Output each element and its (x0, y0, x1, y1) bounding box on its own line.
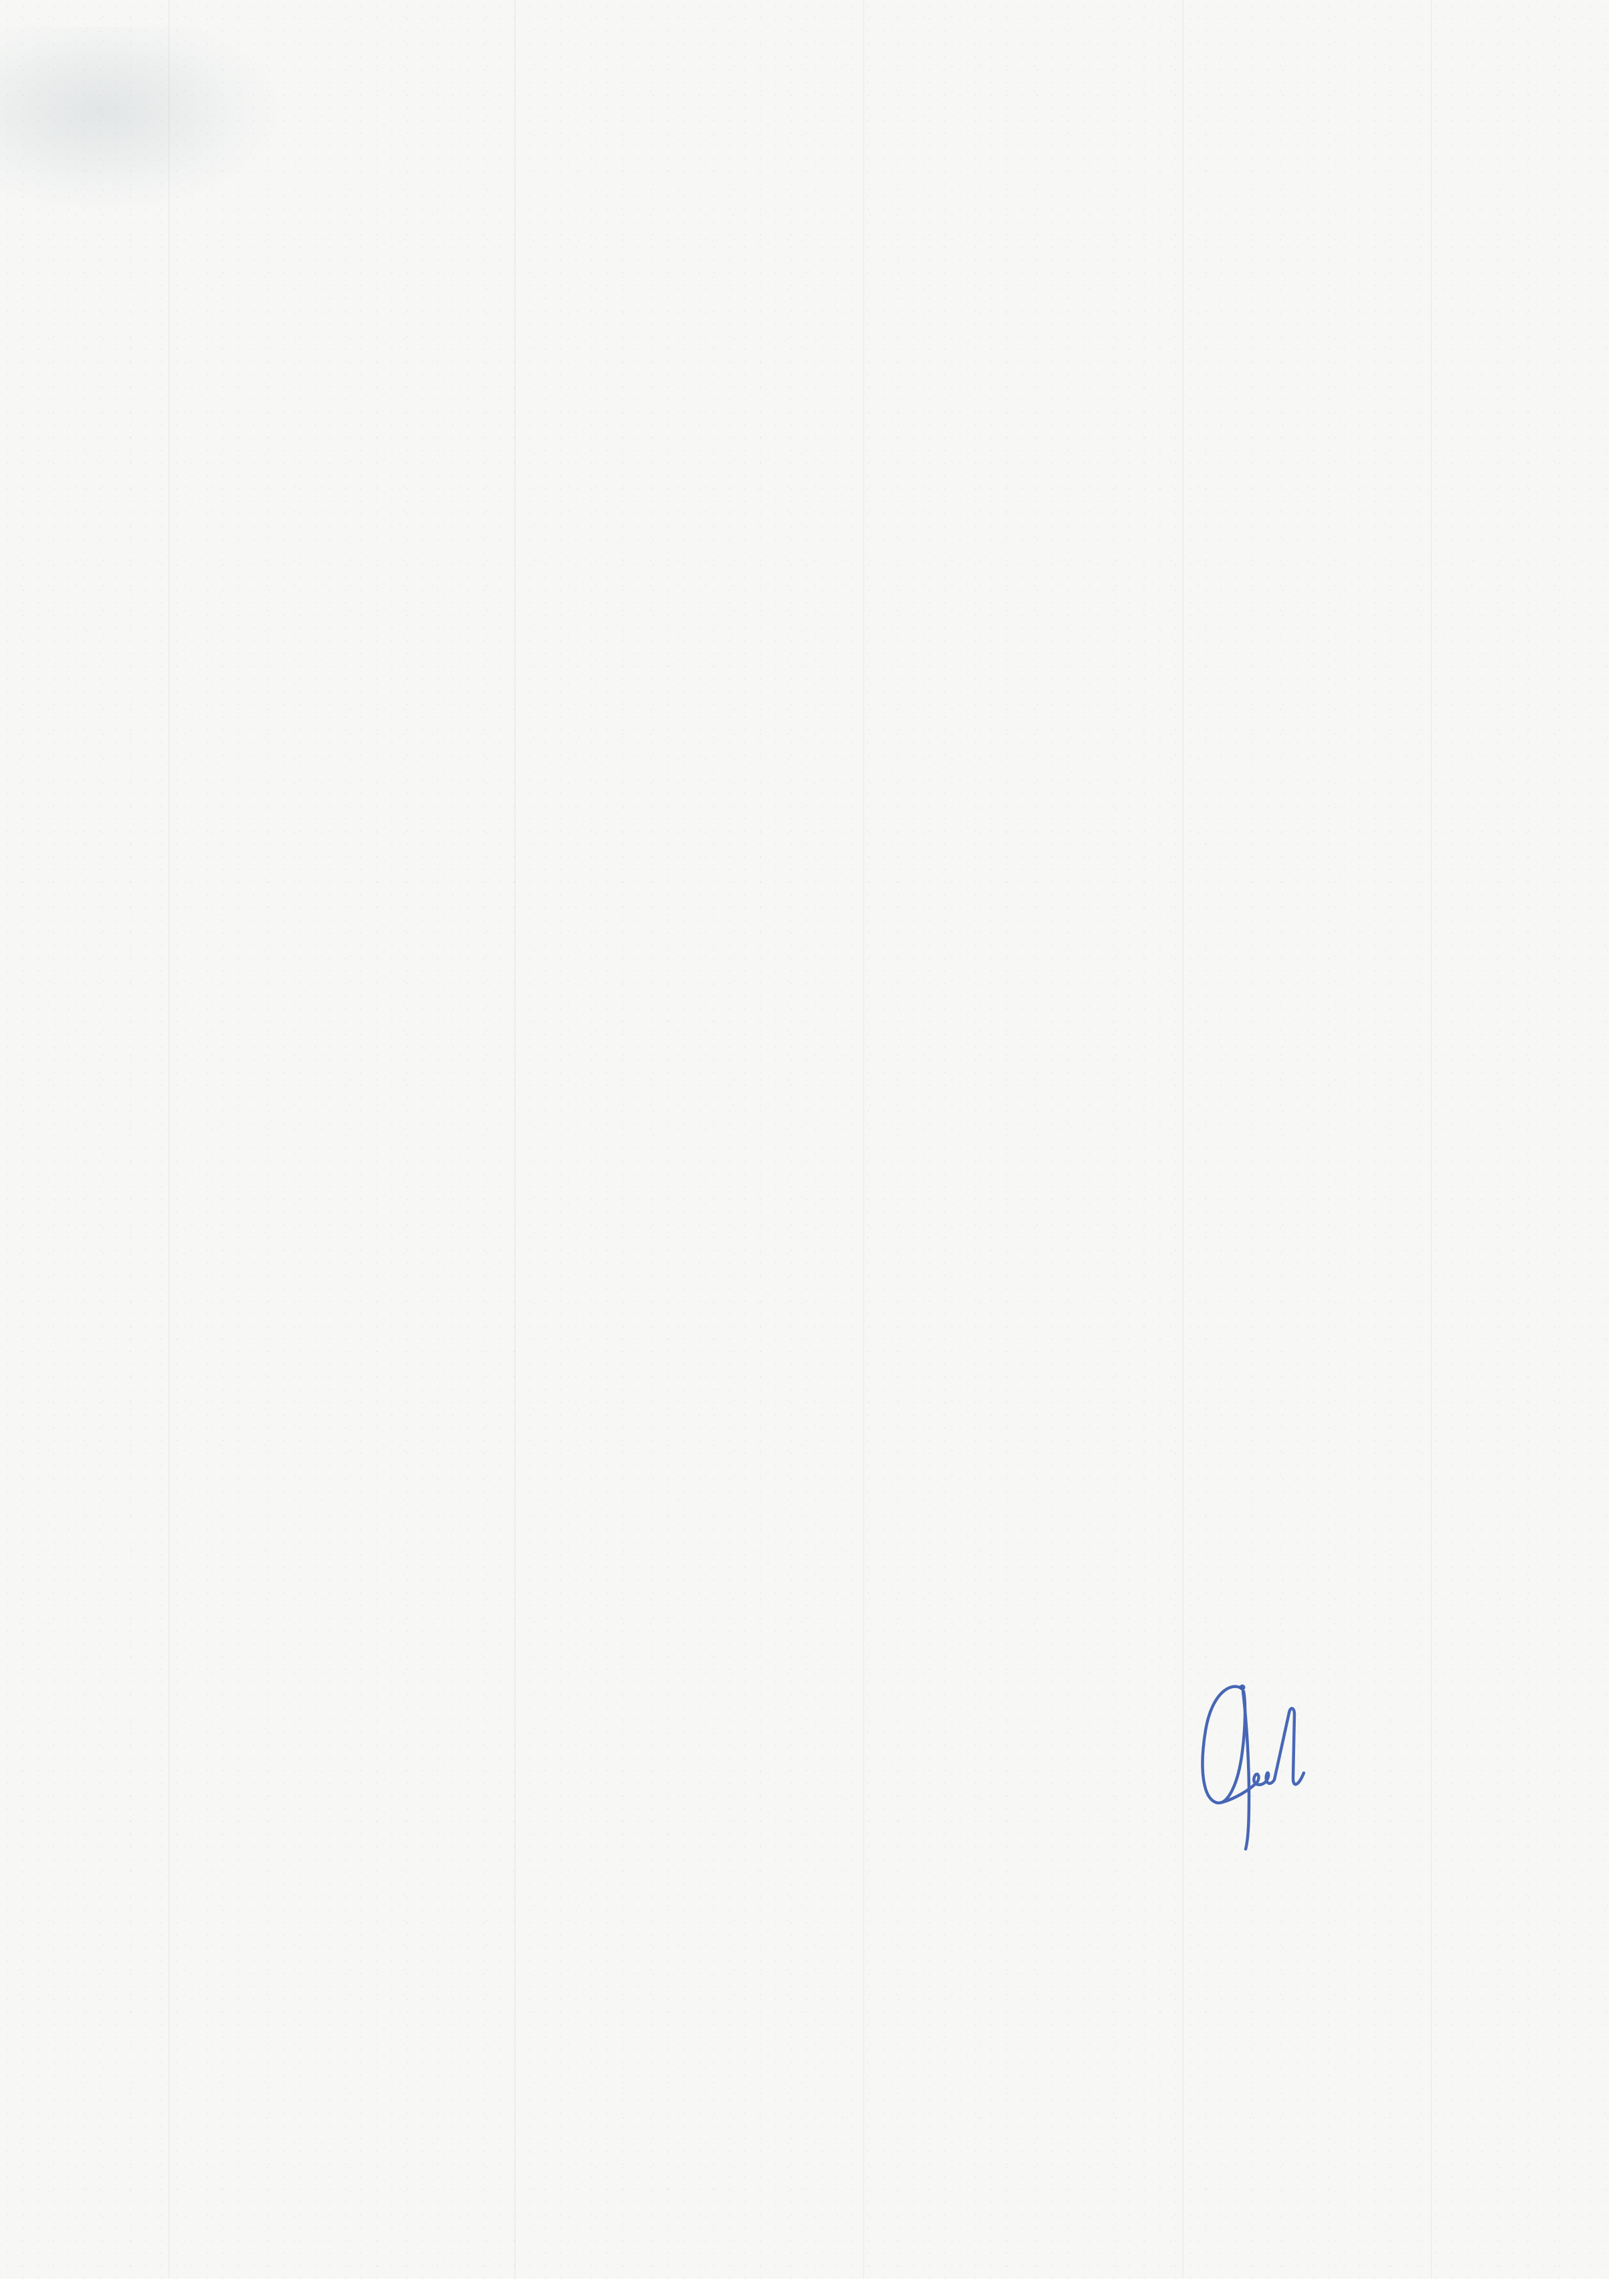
handwritten-signature-icon (1182, 1671, 1322, 1868)
scan-corner-shading (0, 27, 287, 214)
scan-streak (1182, 0, 1184, 2296)
scan-bottom-edge (0, 2279, 1609, 2296)
scan-streak (863, 0, 864, 2296)
scan-streak (1431, 0, 1432, 2296)
scan-streak (514, 0, 516, 2296)
scan-streak (168, 0, 170, 2296)
